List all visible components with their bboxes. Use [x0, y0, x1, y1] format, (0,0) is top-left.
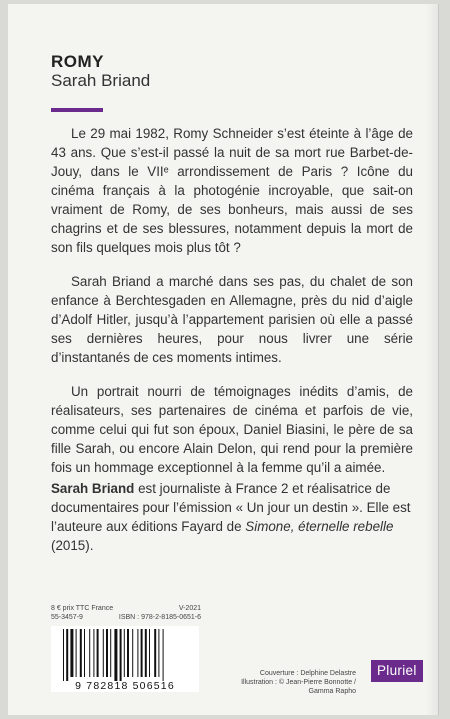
barcode-bar [93, 629, 94, 677]
credit-cover: Couverture : Delphine Delastre [259, 670, 356, 677]
reference-number: 55-3457-9 [51, 614, 83, 621]
bio-text-2: (2015). [51, 538, 94, 553]
back-cover [8, 4, 438, 715]
blurb-paragraph-1: Le 29 mai 1982, Romy Schneider s’est éteinte à l’âge de 43 ans. Que s’est-il passé la nuit de sa mort rue Barbet-de-Jouy, dans le VIIᵉ arrondissement de Paris ? Icône du cinéma français à la photogénie incroyable, que sait-on vraiment de Romy, de ses bonheurs, mais aussi de ses chagrins et de ses blessures, notamment depuis la mort de son fils quelques mois plus tôt ? [51, 126, 413, 255]
barcode-bar [124, 629, 125, 677]
barcode-bar [137, 629, 138, 677]
isbn-row [51, 613, 201, 622]
blurb [51, 124, 413, 492]
version: V-2021 [178, 605, 201, 612]
barcode-bar [158, 629, 159, 677]
isbn: ISBN : 978-2-8185-0651-6 [118, 614, 201, 621]
barcode-bar [76, 629, 77, 677]
bio-text-1: est journaliste à France 2 et réalisatrice de documentaires pour l’émission « Un jour un destin ». Elle est l’auteure aux éditions Fayard de [51, 481, 411, 534]
blurb-paragraph-3: Un portrait nourri de témoignages inédits d’amis, de réalisateurs, ses partenaires de cinéma et parfois de vie, comme celui qui fut son époux, Daniel Biasini, le père de sa fille Sarah, ou encore Alain Delon, qui rend pour la première fois un hommage exceptionnel à la femme qu’il a aimée. [51, 384, 413, 475]
barcode-bar [80, 629, 82, 677]
barcode-bar [120, 629, 122, 681]
barcode-bar [154, 629, 156, 677]
barcode [51, 626, 199, 692]
cover-edge-shadow [426, 4, 438, 715]
barcode-bar [70, 629, 73, 677]
price-row [51, 604, 201, 613]
barcode-digits: 9 782818 506516 [75, 680, 175, 692]
barcode-bar [127, 629, 129, 677]
publisher-logo: Pluriel [371, 660, 423, 682]
barcode-bar [89, 629, 90, 677]
barcode-bar [97, 629, 99, 677]
barcode-bar [106, 629, 108, 677]
credit-illustration: Illustration : © Jean-Pierre Bonnotte / [241, 679, 356, 686]
bio-work-title: Simone, éternelle rebelle [245, 519, 394, 534]
book-author: Sarah Briand [51, 71, 151, 90]
barcode-bar [149, 629, 150, 677]
accent-rule [51, 108, 103, 112]
credit-agency: Gamma Rapho [308, 688, 356, 695]
barcode-bar [110, 629, 111, 677]
price: 8 € prix TTC France [51, 605, 114, 612]
barcode-bar [103, 629, 104, 677]
barcode-bar [66, 629, 68, 681]
credits [236, 669, 356, 696]
barcode-bar [132, 629, 133, 677]
barcode-bar [145, 629, 147, 677]
barcode-bar [114, 629, 117, 681]
barcode-bar [63, 629, 64, 681]
book-title: ROMY [51, 52, 104, 71]
barcode-bar [141, 629, 143, 677]
blurb-paragraph-2: Sarah Briand a marché dans ses pas, du chalet de son enfance à Berchtesgaden en Allemagne, près du nid d’aigle d’Adolf Hitler, jusqu’à l’appartement parisien où elle a passé ses dernières heures, pour nous livrer une série d’instantanés de ces moments intimes. [51, 274, 413, 365]
barcode-bar [163, 629, 164, 681]
barcode-bar [84, 629, 85, 677]
author-bio [51, 479, 413, 555]
bio-author-name: Sarah Briand [51, 481, 135, 496]
price-info [51, 604, 201, 622]
author-bio-text [51, 479, 413, 555]
